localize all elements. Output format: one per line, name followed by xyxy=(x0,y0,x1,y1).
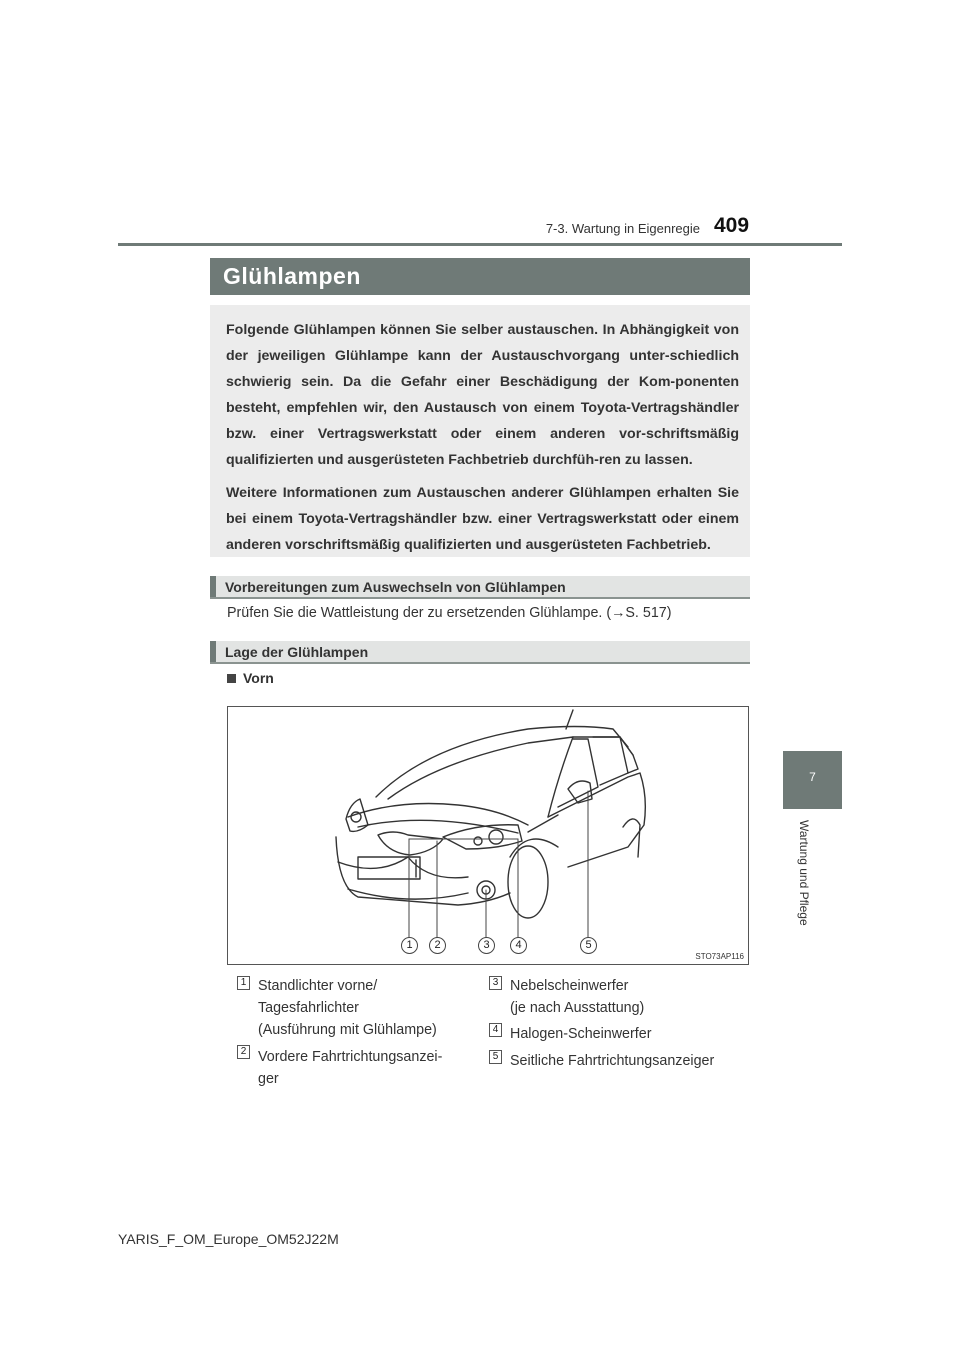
car-drawing xyxy=(228,707,748,964)
figure-code: STO73AP116 xyxy=(695,952,744,961)
subheading-front: Vorn xyxy=(243,670,274,686)
header-rule xyxy=(118,243,842,246)
legend-text-5: Seitliche Fahrtrichtungsanzeiger xyxy=(510,1053,715,1069)
preparation-text: Prüfen Sie die Wattleistung der zu ersetzenden Glühlampe. (→S. 517) xyxy=(227,605,672,621)
chapter-number: 7 xyxy=(809,770,816,784)
section-heading-location xyxy=(210,641,750,664)
section-heading-text: Lage der Glühlampen xyxy=(225,644,369,660)
callout-3: 3 xyxy=(478,937,495,954)
legend-number-3: 3 xyxy=(489,976,502,990)
legend-text-1: Standlichter vorne/ Tagesfahrlichter (Ausführung mit Glühlampe) xyxy=(258,978,437,1038)
intro-paragraph-2: Weitere Informationen zum Austauschen anderer Glühlampen erhalten Sie bei einem Toyota-Vertragshändler bzw. einer Vertragswerkstatt oder einem anderen vorschriftsmäßig qualifizierten und ausgerüsteten Fachbetrieb. xyxy=(226,485,739,553)
callout-1: 1 xyxy=(401,937,418,954)
legend-text-2: Vordere Fahrtrichtungsanzei- ger xyxy=(258,1049,443,1087)
title-bar xyxy=(210,258,750,295)
chapter-label: Wartung und Pflege xyxy=(797,820,811,926)
page-number: 409 xyxy=(714,214,750,237)
section-heading-preparation xyxy=(210,576,750,599)
intro-box xyxy=(210,305,750,557)
section-title: 7-3. Wartung in Eigenregie xyxy=(545,221,700,236)
callout-2: 2 xyxy=(429,937,446,954)
callout-4: 4 xyxy=(510,937,527,954)
section-heading-text: Vorbereitungen zum Auswechseln von Glühlampen xyxy=(225,579,566,595)
page-title: Glühlampen xyxy=(223,263,361,289)
bullet-square-icon xyxy=(227,674,236,683)
legend-text-3: Nebelscheinwerfer (je nach Ausstattung) xyxy=(510,978,645,1016)
intro-paragraph-1: Folgende Glühlampen können Sie selber austauschen. In Abhängigkeit von der jeweiligen Glühlampe kann der Austauschvorgang unter-schiedlich schwierig sein. Da die Gefahr einer Beschädigung der Kom-ponenten besteht, empfehlen wir, den Austausch von einem Toyota-Vertragshändler bzw. einer Vertragswerkstatt oder einem anderen vor-schriftsmäßig qualifizierten und ausgerüsteten Fachbetrieb durchfüh-ren zu lassen. xyxy=(226,322,739,468)
legend-text-4: Halogen-Scheinwerfer xyxy=(510,1026,652,1042)
legend-number-1: 1 xyxy=(237,976,250,990)
callout-5: 5 xyxy=(580,937,597,954)
legend-number-4: 4 xyxy=(489,1023,502,1037)
legend-number-2: 2 xyxy=(237,1045,250,1059)
car-front-illustration xyxy=(227,706,749,965)
document-code: YARIS_F_OM_Europe_OM52J22M xyxy=(118,1231,339,1247)
legend-number-5: 5 xyxy=(489,1050,502,1064)
